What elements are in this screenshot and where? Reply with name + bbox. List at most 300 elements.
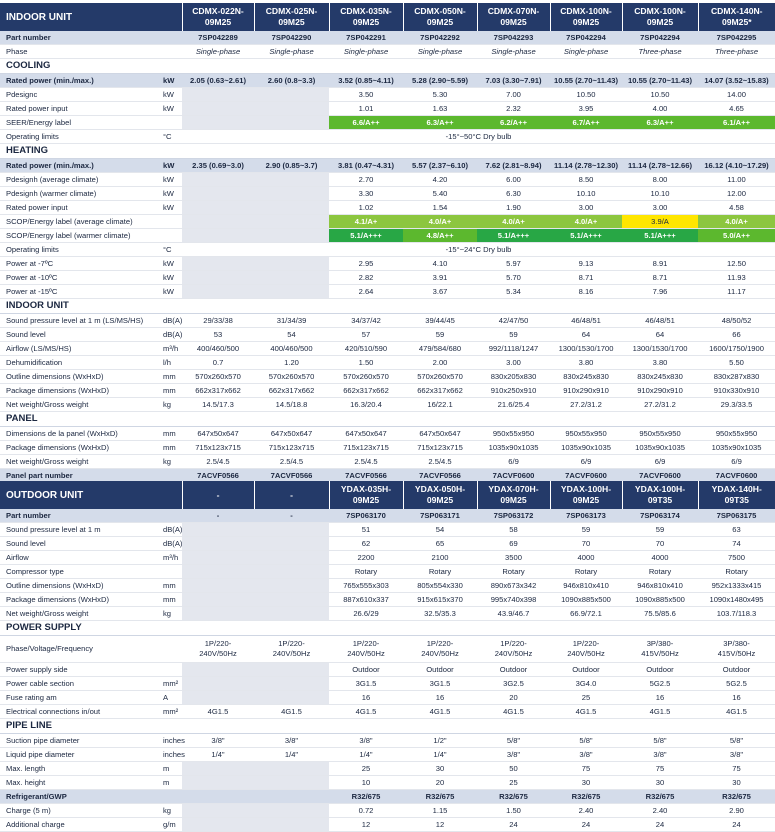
value-cell: 3/8": [477, 748, 550, 762]
table-row: [0, 607, 775, 621]
empty-cell: [254, 173, 329, 187]
value-cell: 6.30: [477, 187, 550, 201]
value-cell: 12.50: [698, 257, 775, 271]
value-cell: 9.13: [550, 257, 622, 271]
table-row: [0, 257, 775, 271]
value-cell: 3G2.5: [477, 677, 550, 691]
value-cell: -15°~24°C Dry bulb: [182, 243, 775, 257]
value-cell: 10.10: [550, 187, 622, 201]
value-cell: 3G1.5: [403, 677, 477, 691]
value-cell: 14.00: [698, 88, 775, 102]
row-unit: kg: [160, 804, 182, 818]
row-unit: m: [160, 762, 182, 776]
empty-cell: [182, 116, 254, 130]
value-cell: 8.71: [550, 271, 622, 285]
value-cell: 43.9/46.7: [477, 607, 550, 621]
table-row: [0, 677, 775, 691]
value-cell: Rotary: [622, 565, 698, 579]
value-cell: 30: [622, 776, 698, 790]
value-cell: 830x245x830: [550, 370, 622, 384]
row-label: Power at -15ºC: [0, 285, 160, 299]
empty-cell: [254, 762, 329, 776]
row-unit: dB(A): [160, 328, 182, 342]
empty-cell: [254, 88, 329, 102]
value-cell: 2.5/4.5: [329, 455, 403, 469]
table-row: [0, 636, 775, 663]
value-cell: 24: [622, 818, 698, 832]
row-label: Power cable section: [0, 677, 160, 691]
value-cell: 830x287x830: [698, 370, 775, 384]
empty-cell: [254, 271, 329, 285]
value-cell: 1035x90x1035: [622, 441, 698, 455]
empty-cell: [254, 593, 329, 607]
value-cell: 24: [550, 818, 622, 832]
row-label: Net weight/Gross weight: [0, 607, 160, 621]
empty-cell: [182, 551, 254, 565]
cell-line: 1P/220-: [204, 639, 232, 648]
value-cell: 54: [254, 328, 329, 342]
value-cell: 5.1/A+++: [622, 229, 698, 243]
value-cell: 5/8": [622, 734, 698, 748]
value-cell: 950x55x950: [622, 427, 698, 441]
value-cell: 10.55 (2.70~11.43): [550, 74, 622, 88]
model-header: CDMX-100N- 09M25: [622, 3, 698, 31]
value-cell: 24: [698, 818, 775, 832]
value-cell: 59: [622, 523, 698, 537]
value-cell: 2.95: [329, 257, 403, 271]
section-heating: [0, 144, 775, 159]
value-cell: 647x50x647: [403, 427, 477, 441]
value-cell: 1/4": [329, 748, 403, 762]
row-label: Max. height: [0, 776, 160, 790]
value-cell: 24: [477, 818, 550, 832]
value-cell: 7ACVF0600: [550, 469, 622, 483]
table-row: [0, 102, 775, 116]
empty-cell: [254, 102, 329, 116]
section-title: INDOOR UNIT: [0, 299, 775, 314]
row-label: Panel part number: [0, 469, 160, 483]
value-cell: 5/8": [550, 734, 622, 748]
value-cell: Rotary: [550, 565, 622, 579]
row-unit: dB(A): [160, 537, 182, 551]
value-cell: 3.52 (0.85~4.11): [329, 74, 403, 88]
value-cell: 3G4.0: [550, 677, 622, 691]
row-label: Additional charge: [0, 818, 160, 832]
cell-line: 1P/220-: [352, 639, 380, 648]
model-header: CDMX-140N- 09M25*: [698, 3, 775, 31]
value-cell: R32/675: [403, 790, 477, 804]
value-cell: 27.2/31.2: [550, 398, 622, 412]
value-cell: 51: [329, 523, 403, 537]
table-row: [0, 384, 775, 398]
table-row: [0, 537, 775, 551]
value-cell: 11.93: [698, 271, 775, 285]
value-cell: 1300/1530/1700: [622, 342, 698, 356]
outdoor-unit-table: [0, 481, 775, 832]
row-label: Part number: [0, 509, 160, 523]
value-cell: 1035x90x1035: [477, 441, 550, 455]
empty-cell: [182, 523, 254, 537]
value-cell: 2.5/4.5: [182, 455, 254, 469]
value-cell: 4G1.5: [329, 705, 403, 719]
value-cell: 30: [403, 762, 477, 776]
value-cell: 14.5/17.3: [182, 398, 254, 412]
row-label: Charge (5 m): [0, 804, 160, 818]
table-row: [0, 455, 775, 469]
empty-cell: [182, 187, 254, 201]
row-unit: A: [160, 691, 182, 705]
value-cell: 2200: [329, 551, 403, 565]
cell-line: 240V/50Hz: [421, 649, 459, 658]
row-label: Package dimensions (WxHxD): [0, 593, 160, 607]
value-cell: 6/9: [477, 455, 550, 469]
row-label: Suction pipe diameter: [0, 734, 160, 748]
value-cell: 4.10: [403, 257, 477, 271]
value-cell: 4.8/A++: [403, 229, 477, 243]
value-cell: 2.35 (0.69~3.0): [182, 159, 254, 173]
value-cell: 3/8": [550, 748, 622, 762]
row-unit: kW: [160, 271, 182, 285]
value-cell: 570x260x570: [403, 370, 477, 384]
value-cell: 7SP042295: [698, 31, 775, 45]
row-unit: kg: [160, 398, 182, 412]
value-cell: 830x205x830: [477, 370, 550, 384]
value-cell: 3.81 (0.47~4.31): [329, 159, 403, 173]
value-cell: 7.00: [477, 88, 550, 102]
value-cell: 4G1.5: [477, 705, 550, 719]
table-row: [0, 734, 775, 748]
value-cell: 65: [403, 537, 477, 551]
value-cell: 1.20: [254, 356, 329, 370]
value-cell: 3/8": [329, 734, 403, 748]
value-cell: 2.00: [403, 356, 477, 370]
value-cell: 75: [698, 762, 775, 776]
value-cell: 2.70: [329, 173, 403, 187]
row-unit: mm²: [160, 677, 182, 691]
value-cell: 59: [403, 328, 477, 342]
energy-label-row: [0, 116, 775, 130]
value-cell: 805x554x330: [403, 579, 477, 593]
value-cell: -: [182, 509, 254, 523]
part-number-row: [0, 509, 775, 523]
row-unit: mm: [160, 370, 182, 384]
row-label: Power at -10ºC: [0, 271, 160, 285]
value-cell: 570x260x570: [182, 370, 254, 384]
row-label: Sound level: [0, 537, 160, 551]
value-cell: 58: [477, 523, 550, 537]
row-label: Pdesignh (warmer climate): [0, 187, 160, 201]
value-cell: Single-phase: [254, 45, 329, 59]
value-cell: 3/8": [622, 748, 698, 762]
table-row: [0, 314, 775, 328]
value-cell: 64: [622, 328, 698, 342]
value-cell: 8.71: [622, 271, 698, 285]
row-unit: [160, 45, 182, 59]
value-cell: 59: [477, 328, 550, 342]
row-unit: mm: [160, 384, 182, 398]
row-label: Outline dimensions (WxHxD): [0, 579, 160, 593]
model-header: YDAX-140H- 09T35: [698, 481, 775, 509]
value-cell: 7ACVF0566: [329, 469, 403, 483]
value-cell: 3/8": [182, 734, 254, 748]
refrigerant-row: [0, 790, 775, 804]
value-cell: 8.16: [550, 285, 622, 299]
value-cell: 4G1.5: [698, 705, 775, 719]
value-cell: 890x673x342: [477, 579, 550, 593]
value-cell: 3.95: [550, 102, 622, 116]
value-cell: 11.14 (2.78~12.30): [550, 159, 622, 173]
value-cell: 1300/1530/1700: [550, 342, 622, 356]
value-cell: 2.90 (0.85~3.7): [254, 159, 329, 173]
section-cooling: [0, 59, 775, 74]
value-cell: 64: [550, 328, 622, 342]
value-cell: 1.50: [329, 356, 403, 370]
value-cell: 662x317x662: [254, 384, 329, 398]
empty-cell: [254, 804, 329, 818]
table-row: [0, 691, 775, 705]
row-label: Dimensions de la panel (WxHxD): [0, 427, 160, 441]
value-cell: 5.34: [477, 285, 550, 299]
value-cell: 662x317x662: [329, 384, 403, 398]
value-cell: 4.0/A+: [698, 215, 775, 229]
value-cell: Single-phase: [182, 45, 254, 59]
value-cell: 1090x885x500: [622, 593, 698, 607]
row-label: Part number: [0, 31, 160, 45]
row-unit: [160, 116, 182, 130]
row-unit: kW: [160, 257, 182, 271]
value-cell: 4G1.5: [182, 705, 254, 719]
table-row: [0, 427, 775, 441]
energy-label-row: [0, 215, 775, 229]
value-cell: 910x330x910: [698, 384, 775, 398]
value-cell: 75: [550, 762, 622, 776]
value-cell: 29/33/38: [182, 314, 254, 328]
value-cell: 57: [329, 328, 403, 342]
value-cell: 950x55x950: [477, 427, 550, 441]
row-unit: kW: [160, 102, 182, 116]
value-cell: 4.58: [698, 201, 775, 215]
value-cell: 7SP063172: [477, 509, 550, 523]
value-cell: 6.6/A++: [329, 116, 403, 130]
row-unit: [160, 31, 182, 45]
row-label: Liquid pipe diameter: [0, 748, 160, 762]
value-cell: 5.70: [477, 271, 550, 285]
value-cell: 5.28 (2.90~5.59): [403, 74, 477, 88]
value-cell: 715x123x715: [403, 441, 477, 455]
empty-cell: [254, 579, 329, 593]
table-title: OUTDOOR UNIT: [0, 481, 182, 509]
value-cell: 4000: [550, 551, 622, 565]
value-cell: 715x123x715: [254, 441, 329, 455]
value-cell: 1.90: [477, 201, 550, 215]
cell-line: 240V/50Hz: [272, 649, 311, 658]
value-cell: 3.30: [329, 187, 403, 201]
value-cell: 10: [329, 776, 403, 790]
row-unit: kg: [160, 455, 182, 469]
value-cell: 16: [403, 691, 477, 705]
table-row: [0, 88, 775, 102]
row-unit: m: [160, 776, 182, 790]
value-cell: [182, 636, 254, 663]
empty-cell: [182, 201, 254, 215]
value-cell: 7SP063170: [329, 509, 403, 523]
row-label: Pdesignh (average climate): [0, 173, 160, 187]
value-cell: [254, 636, 329, 663]
table-row: [0, 804, 775, 818]
row-label: Package dimensions (WxHxD): [0, 441, 160, 455]
table-row: [0, 441, 775, 455]
empty-cell: [182, 229, 254, 243]
model-header: CDMX-100N- 09M25: [550, 3, 622, 31]
value-cell: 830x245x830: [622, 370, 698, 384]
value-cell: 7SP042291: [329, 31, 403, 45]
value-cell: 3.9/A: [622, 215, 698, 229]
cell-line: 240V/50Hz: [567, 649, 605, 658]
value-cell: 20: [403, 776, 477, 790]
row-label: Sound pressure level at 1 m: [0, 523, 160, 537]
indoor-unit-table: [0, 3, 775, 483]
value-cell: 21.6/25.4: [477, 398, 550, 412]
value-cell: 4.1/A+: [329, 215, 403, 229]
row-unit: dB(A): [160, 314, 182, 328]
row-unit: mm: [160, 593, 182, 607]
value-cell: 570x260x570: [329, 370, 403, 384]
empty-cell: [182, 88, 254, 102]
value-cell: 4.0/A+: [477, 215, 550, 229]
row-unit: [160, 636, 182, 663]
value-cell: 25: [329, 762, 403, 776]
table-row: [0, 187, 775, 201]
empty-cell: [254, 691, 329, 705]
row-unit: °C: [160, 130, 182, 144]
value-cell: 75: [622, 762, 698, 776]
value-cell: 31/34/39: [254, 314, 329, 328]
table-row: [0, 663, 775, 677]
value-cell: Outdoor: [329, 663, 403, 677]
value-cell: 66: [698, 328, 775, 342]
value-cell: 7ACVF0600: [622, 469, 698, 483]
value-cell: 29.3/33.5: [698, 398, 775, 412]
value-cell: 952x1333x415: [698, 579, 775, 593]
value-cell: Single-phase: [403, 45, 477, 59]
value-cell: Single-phase: [329, 45, 403, 59]
value-cell: R32/675: [329, 790, 403, 804]
empty-cell: [182, 776, 254, 790]
section-title: COOLING: [0, 59, 775, 74]
empty-cell: [182, 663, 254, 677]
value-cell: 7.62 (2.81~8.94): [477, 159, 550, 173]
value-cell: 3.00: [477, 356, 550, 370]
model-header: -: [254, 481, 329, 509]
section-indoor-unit: [0, 299, 775, 314]
value-cell: 715x123x715: [329, 441, 403, 455]
empty-cell: [182, 790, 254, 804]
value-cell: 69: [477, 537, 550, 551]
row-unit: [160, 215, 182, 229]
value-cell: 6.3/A++: [622, 116, 698, 130]
section-title: POWER SUPPLY: [0, 621, 775, 636]
value-cell: 34/37/42: [329, 314, 403, 328]
value-cell: 3.91: [403, 271, 477, 285]
value-cell: 3.67: [403, 285, 477, 299]
value-cell: 7SP063175: [698, 509, 775, 523]
value-cell: 1.63: [403, 102, 477, 116]
row-unit: kW: [160, 74, 182, 88]
value-cell: 46/48/51: [550, 314, 622, 328]
value-cell: 5G2.5: [622, 677, 698, 691]
value-cell: 950x55x950: [550, 427, 622, 441]
row-label: Electrical connections in/out: [0, 705, 160, 719]
value-cell: 1/4": [403, 748, 477, 762]
row-unit: l/h: [160, 356, 182, 370]
row-label: Operating limits: [0, 243, 160, 257]
section-pipe-line: [0, 719, 775, 734]
value-cell: 25: [550, 691, 622, 705]
value-cell: 1090x885x500: [550, 593, 622, 607]
empty-cell: [254, 790, 329, 804]
value-cell: 46/48/51: [622, 314, 698, 328]
value-cell: 7.96: [622, 285, 698, 299]
model-header: YDAX-070H- 09M25: [477, 481, 550, 509]
value-cell: 14.07 (3.52~15.83): [698, 74, 775, 88]
cell-line: 1P/220-: [426, 639, 454, 648]
value-cell: 1.15: [403, 804, 477, 818]
row-label: Sound level: [0, 328, 160, 342]
row-unit: inches: [160, 748, 182, 762]
value-cell: 479/584/680: [403, 342, 477, 356]
value-cell: Three-phase: [622, 45, 698, 59]
table-row: [0, 818, 775, 832]
value-cell: 10.55 (2.70~11.43): [622, 74, 698, 88]
empty-cell: [254, 677, 329, 691]
value-cell: [329, 636, 403, 663]
value-cell: 42/47/50: [477, 314, 550, 328]
value-cell: 1/4": [182, 748, 254, 762]
empty-cell: [254, 818, 329, 832]
value-cell: 5.0/A++: [698, 229, 775, 243]
empty-cell: [254, 285, 329, 299]
table-row: [0, 565, 775, 579]
empty-cell: [254, 201, 329, 215]
value-cell: 16/22.1: [403, 398, 477, 412]
row-unit: inches: [160, 734, 182, 748]
row-label: Rated power input: [0, 201, 160, 215]
row-unit: mm: [160, 441, 182, 455]
energy-label-row: [0, 229, 775, 243]
value-cell: 26.6/29: [329, 607, 403, 621]
value-cell: 6.00: [477, 173, 550, 187]
table-row: [0, 551, 775, 565]
empty-cell: [182, 677, 254, 691]
cell-line: 415V/50Hz: [641, 649, 679, 658]
row-unit: kW: [160, 159, 182, 173]
value-cell: 4.00: [622, 102, 698, 116]
model-header: -: [182, 481, 254, 509]
value-cell: 3500: [477, 551, 550, 565]
table-row: [0, 130, 775, 144]
cell-line: 240V/50Hz: [347, 649, 385, 658]
value-cell: 7SP042294: [550, 31, 622, 45]
row-unit: kW: [160, 285, 182, 299]
table-row: [0, 243, 775, 257]
empty-cell: [182, 818, 254, 832]
model-header: YDAX-100H- 09T35: [622, 481, 698, 509]
value-cell: 70: [550, 537, 622, 551]
model-header: CDMX-035N- 09M25: [329, 3, 403, 31]
value-cell: 570x260x570: [254, 370, 329, 384]
table-row: [0, 74, 775, 88]
value-cell: 5.1/A+++: [477, 229, 550, 243]
